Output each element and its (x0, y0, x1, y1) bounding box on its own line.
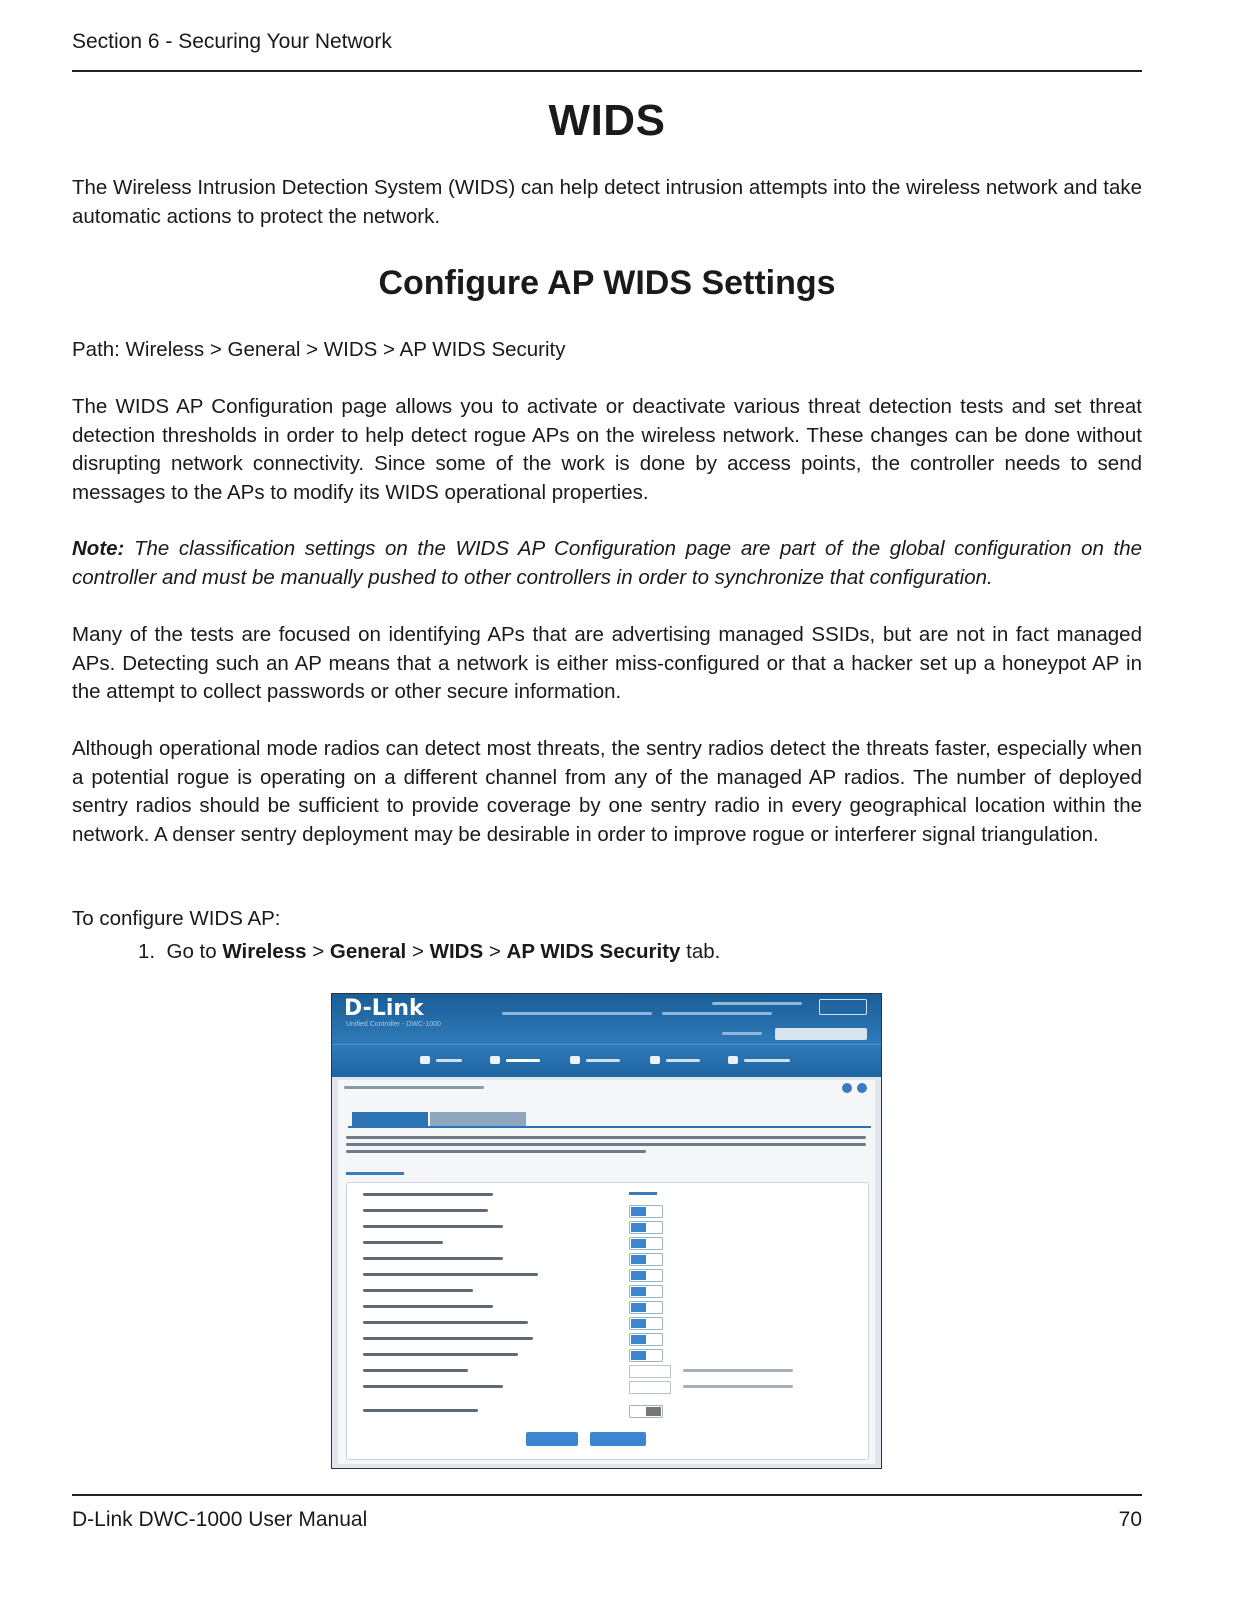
dlink-logo: D-Link (344, 996, 424, 1021)
setting-row (363, 1317, 863, 1329)
info-icon[interactable] (857, 1083, 867, 1093)
toggle-switch[interactable] (629, 1349, 663, 1362)
settings-header-row (363, 1189, 863, 1201)
step-number: 1. (138, 940, 156, 963)
toggle-switch[interactable] (629, 1301, 663, 1314)
tab-ap-wids-client-security[interactable] (430, 1112, 526, 1126)
save-button[interactable] (526, 1432, 578, 1446)
nav-maintenance[interactable] (728, 1056, 790, 1064)
note-paragraph (72, 535, 1142, 592)
setting-row (363, 1269, 863, 1281)
wids-screenshot (331, 993, 882, 1469)
page-title: WIDS (548, 96, 666, 145)
nav-network[interactable] (570, 1056, 620, 1064)
help-icon[interactable] (842, 1083, 852, 1093)
network-icon (570, 1056, 580, 1064)
configure-intro: To configure WIDS AP: (72, 907, 281, 930)
nav-security[interactable] (650, 1056, 700, 1064)
note-text: The classification settings on the WIDS AP Configuration page are part of the global configuration on the controller and must be manually pushed to other controllers in order to synchronize that configuration. (72, 537, 1142, 589)
note-label: Note: (72, 537, 125, 560)
description-paragraph: The WIDS AP Configuration page allows you to activate or deactivate various threat detection tests and set threat detection thresholds in order to help detect rogue APs on the wireless network. These changes can be done without disrupting network connectivity. Since some of the work is done by access points, the controller needs to send messages to the APs to modify its WIDS operational properties. (72, 395, 1142, 504)
logout-button[interactable] (819, 999, 867, 1015)
nav-status[interactable] (420, 1056, 462, 1064)
step-sep: > (406, 940, 430, 963)
step-general: General (329, 940, 407, 963)
tests-paragraph: Many of the tests are focused on identifying APs that are advertising managed SSIDs, but are not in fact managed APs. Detecting such an AP means that a network is either miss-configured or that a hacker set up a honeypot AP in the attempt to collect passwords or other secure information. (72, 623, 1142, 703)
toggle-switch[interactable] (629, 1285, 663, 1298)
section-header: Section 6 - Securing Your Network (72, 30, 392, 53)
toggle-switch[interactable] (629, 1269, 663, 1282)
toggle-switch[interactable] (629, 1253, 663, 1266)
setting-row (363, 1349, 863, 1361)
screenshot-header (332, 994, 881, 1044)
setting-row (363, 1381, 863, 1393)
footer-rule (72, 1494, 1142, 1496)
main-nav (332, 1044, 881, 1077)
tab-ap-wids-security[interactable] (352, 1112, 428, 1126)
section-subtitle: Configure AP WIDS Settings (378, 264, 836, 302)
step-wireless: Wireless (222, 940, 307, 963)
header-rule (72, 70, 1142, 72)
sentry-paragraph: Although operational mode radios can detect most threats, the sentry radios detect the threats faster, especially when a potential rogue is operating on a different channel from any of the managed AP radios. The number of deployed sentry radios should be sufficient to provide coverage by one sentry radio in every geographical location within the network. A denser sentry deployment may be desirable in order to improve rogue or interferer signal triangulation. (72, 737, 1142, 846)
setting-row (363, 1285, 863, 1297)
step-prefix: Go to (166, 940, 223, 963)
status-icon (420, 1056, 430, 1064)
step-sep: > (306, 940, 330, 963)
setting-row (363, 1237, 863, 1249)
step-suffix: tab. (680, 940, 721, 963)
setting-row (363, 1365, 863, 1377)
settings-panel (346, 1182, 869, 1460)
gear-icon (728, 1056, 738, 1064)
logo-subtitle: Unified Controller - DWC-1000 (346, 1021, 441, 1028)
toggle-switch[interactable] (629, 1237, 663, 1250)
wireless-icon (490, 1056, 500, 1064)
nav-wireless[interactable] (490, 1056, 540, 1064)
step-1 (138, 940, 720, 964)
intro-paragraph: The Wireless Intrusion Detection System (WIDS) can help detect intrusion attempts into the wireless network and take automatic actions to protect the network. (72, 176, 1142, 228)
lock-icon (650, 1056, 660, 1064)
step-sep: > (483, 940, 507, 963)
footer-manual-title: D-Link DWC-1000 User Manual (72, 1508, 368, 1531)
setting-row (363, 1205, 863, 1217)
toggle-switch[interactable] (629, 1205, 663, 1218)
toggle-switch[interactable] (629, 1317, 663, 1330)
setting-row (363, 1405, 863, 1417)
toggle-switch[interactable] (629, 1221, 663, 1234)
number-input[interactable] (629, 1365, 671, 1378)
tab-underline (348, 1126, 871, 1128)
breadcrumb (344, 1086, 484, 1089)
page-number: 70 (1118, 1508, 1142, 1531)
setting-row (363, 1221, 863, 1233)
step-wids: WIDS (429, 940, 484, 963)
screenshot-content (338, 1080, 875, 1464)
toggle-switch[interactable] (629, 1333, 663, 1346)
number-input[interactable] (629, 1381, 671, 1394)
ap-wids-security-label (346, 1172, 404, 1175)
toggle-switch[interactable] (629, 1405, 663, 1418)
setting-row (363, 1253, 863, 1265)
setting-row (363, 1333, 863, 1345)
step-tab: AP WIDS Security (506, 940, 681, 963)
path-text: Path: Wireless > General > WIDS > AP WIDS Security (72, 338, 566, 361)
system-search-input[interactable] (775, 1028, 867, 1040)
setting-row (363, 1301, 863, 1313)
cancel-button[interactable] (590, 1432, 646, 1446)
